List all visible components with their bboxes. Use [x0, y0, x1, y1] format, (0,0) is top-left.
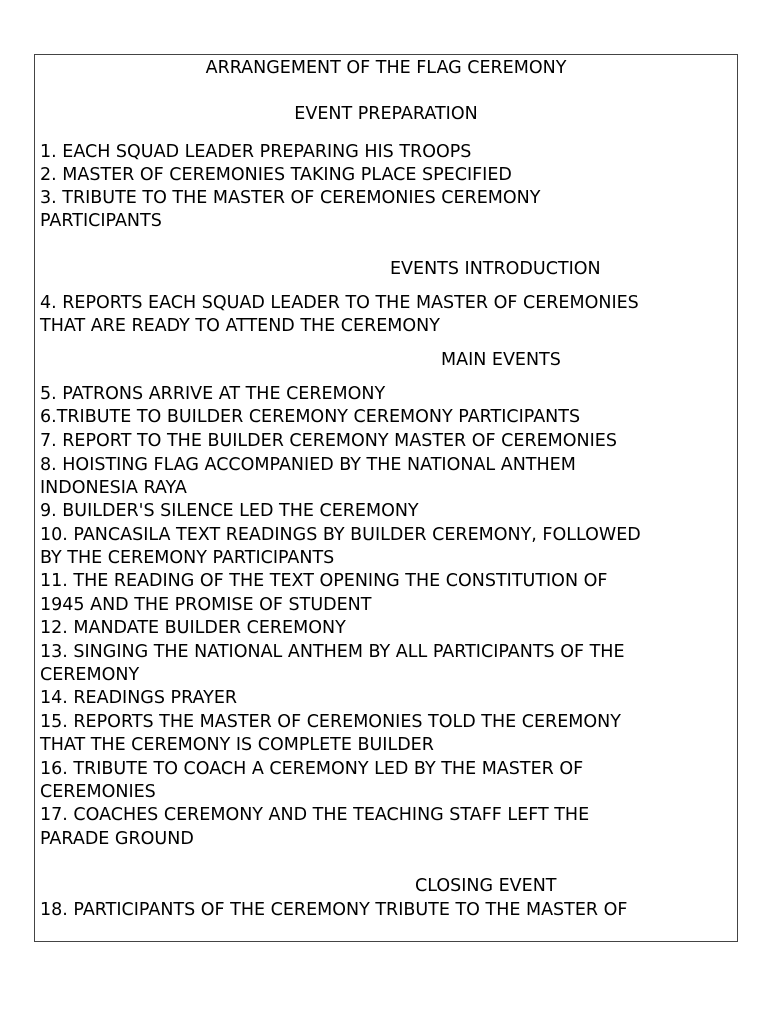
- list-item: 17. COACHES CEREMONY AND THE TEACHING STAFF LEFT THE: [40, 805, 590, 825]
- list-item: 8. HOISTING FLAG ACCOMPANIED BY THE NATIONAL ANTHEM: [40, 455, 576, 475]
- list-item-continuation: BY THE CEREMONY PARTICIPANTS: [40, 548, 335, 568]
- list-item-continuation: THAT ARE READY TO ATTEND THE CEREMONY: [40, 316, 440, 336]
- list-item-continuation: THAT THE CEREMONY IS COMPLETE BUILDER: [40, 735, 434, 755]
- list-item-continuation: PARADE GROUND: [40, 829, 194, 849]
- list-item: 16. TRIBUTE TO COACH A CEREMONY LED BY THE MASTER OF: [40, 759, 584, 779]
- list-item: 2. MASTER OF CEREMONIES TAKING PLACE SPECIFIED: [40, 165, 512, 185]
- list-item-continuation: CEREMONY: [40, 665, 140, 685]
- list-item: 18. PARTICIPANTS OF THE CEREMONY TRIBUTE TO THE MASTER OF: [40, 900, 628, 920]
- list-item: 4. REPORTS EACH SQUAD LEADER TO THE MASTER OF CEREMONIES: [40, 293, 639, 313]
- list-item-continuation: INDONESIA RAYA: [40, 478, 187, 498]
- list-item: 14. READINGS PRAYER: [40, 688, 238, 708]
- heading-events-introduction: EVENTS INTRODUCTION: [390, 259, 601, 279]
- heading-closing-event: CLOSING EVENT: [415, 876, 557, 896]
- heading-event-preparation: EVENT PREPARATION: [294, 104, 478, 124]
- list-item: 9. BUILDER'S SILENCE LED THE CEREMONY: [40, 501, 419, 521]
- list-item: 3. TRIBUTE TO THE MASTER OF CEREMONIES CEREMONY: [40, 188, 541, 208]
- list-item: 11. THE READING OF THE TEXT OPENING THE CONSTITUTION OF: [40, 571, 608, 591]
- list-item: 1. EACH SQUAD LEADER PREPARING HIS TROOPS: [40, 142, 472, 162]
- list-item: 13. SINGING THE NATIONAL ANTHEM BY ALL PARTICIPANTS OF THE: [40, 642, 625, 662]
- list-item-continuation: CEREMONIES: [40, 782, 156, 802]
- list-item-continuation: PARTICIPANTS: [40, 211, 162, 231]
- list-item: 15. REPORTS THE MASTER OF CEREMONIES TOLD THE CEREMONY: [40, 712, 621, 732]
- list-item: 12. MANDATE BUILDER CEREMONY: [40, 618, 346, 638]
- list-item: 6.TRIBUTE TO BUILDER CEREMONY CEREMONY PARTICIPANTS: [40, 407, 581, 427]
- heading-main-events: MAIN EVENTS: [441, 350, 561, 370]
- document-page: [34, 54, 738, 942]
- list-item: 10. PANCASILA TEXT READINGS BY BUILDER CEREMONY, FOLLOWED: [40, 525, 641, 545]
- list-item: 7. REPORT TO THE BUILDER CEREMONY MASTER OF CEREMONIES: [40, 431, 617, 451]
- list-item-continuation: 1945 AND THE PROMISE OF STUDENT: [40, 595, 372, 615]
- list-item: 5. PATRONS ARRIVE AT THE CEREMONY: [40, 384, 386, 404]
- document-title: ARRANGEMENT OF THE FLAG CEREMONY: [205, 58, 567, 78]
